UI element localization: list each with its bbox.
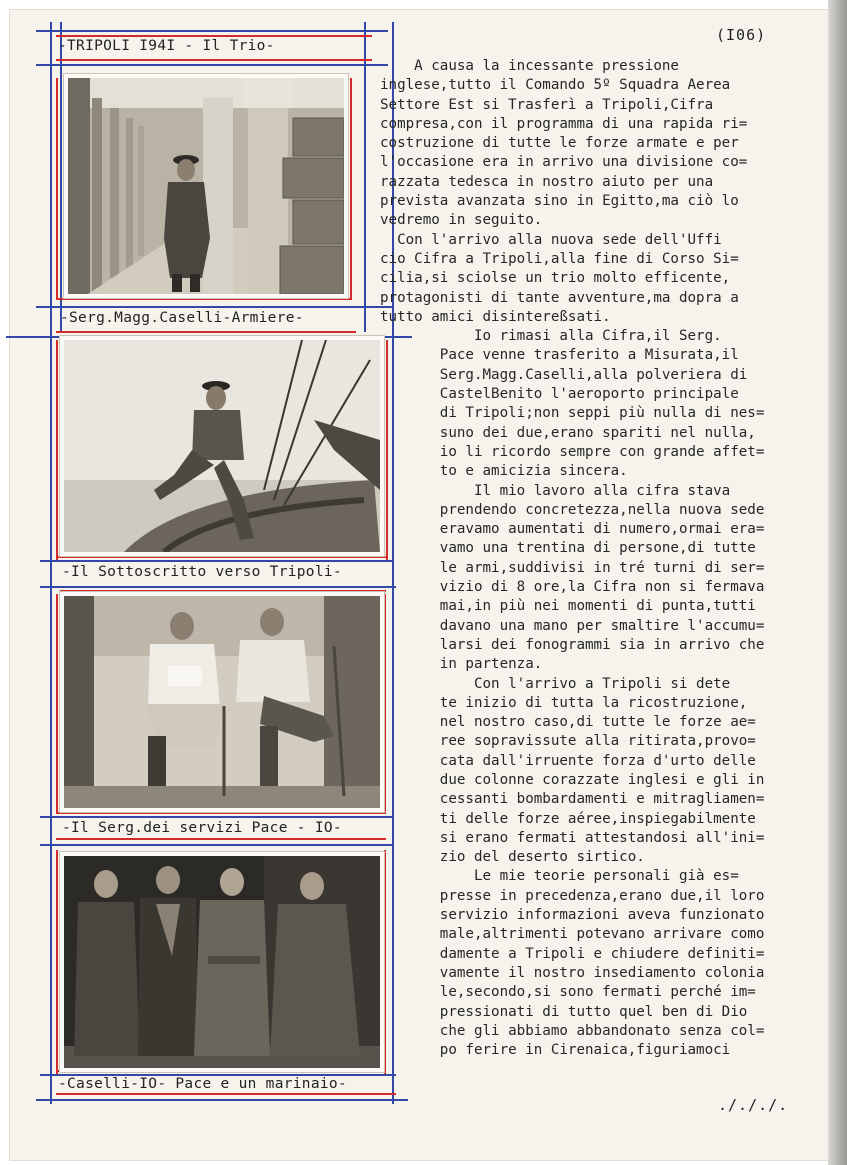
text-line: di Tripoli;non seppi più nulla di nes= <box>380 405 765 422</box>
page-edge <box>828 0 847 1165</box>
text-line: cio Cifra a Tripoli,alla fine di Corso Si= <box>380 250 739 267</box>
text-line: mai,in più nei momenti di punta,tutti <box>380 598 756 615</box>
text-line: Il mio lavoro alla cifra stava <box>380 482 731 499</box>
text-line: Con l'arrivo alla nuova sede dell'Uffi <box>380 231 722 248</box>
photo1-caption: -Serg.Magg.Caselli-Armiere- <box>60 310 304 326</box>
text-line: davano una mano per smaltire l'accumu= <box>380 617 765 634</box>
text-line: due colonne corazzate inglesi e gli in <box>380 771 765 788</box>
text-line: inglese,tutto il Comando 5º Squadra Aerea <box>380 77 731 94</box>
text-line: si erano fermati attestandosi all'ini= <box>380 829 765 846</box>
text-line: costruzione di tutte le forze armate e per <box>380 135 739 152</box>
text-line: Con l'arrivo a Tripoli si dete <box>380 675 731 692</box>
text-line: CastelBenito l'aeroporto principale <box>380 386 739 403</box>
text-line: nel nostro caso,di tutte le forze ae= <box>380 714 756 731</box>
text-line: Serg.Magg.Caselli,alla polveriera di <box>380 366 748 383</box>
text-line: vamente il nostro insediamento colonia <box>380 964 765 981</box>
text-line: io li ricordo sempre con grande affet= <box>380 443 765 460</box>
text-line: eravamo aumentati di numero,ormai era= <box>380 521 765 538</box>
text-line: Pace venne trasferito a Misurata,il <box>380 347 739 364</box>
text-line: le,secondo,si sono fermati perché im= <box>380 984 756 1001</box>
text-line: l'occasione era in arrivo una divisione co= <box>380 154 748 171</box>
text-line: pressionati di tutto quel ben di Dio <box>380 1003 748 1020</box>
text-line: vizio di 8 ore,la Cifra non si fermava <box>380 579 765 596</box>
text-line: razzata tedesca in nostro aiuto per una <box>380 173 714 190</box>
text-line: zio del deserto sirtico. <box>380 849 645 866</box>
text-line: presse in precedenza,erano due,il loro <box>380 887 765 904</box>
typewritten-text <box>380 57 825 1060</box>
text-line: in partenza. <box>380 656 543 673</box>
photo-group-of-four <box>60 852 384 1072</box>
text-line: cilia,si sciolse un trio molto efficente, <box>380 270 731 287</box>
text-line: po ferire in Cirenaica,figuriamoci <box>380 1042 731 1059</box>
text-line: prendendo concretezza,nella nuova sede <box>380 501 765 518</box>
text-line: Io rimasi alla Cifra,il Serg. <box>380 328 722 345</box>
text-line: Settore Est si Trasferì a Tripoli,Cifra <box>380 96 714 113</box>
text-line: compresa,con il programma di una rapida ri= <box>380 115 748 132</box>
photo3-caption: -Il Serg.dei servizi Pace - IO- <box>62 820 342 836</box>
text-line: prevista avanzata sino in Egitto,ma ciò lo <box>380 193 739 210</box>
text-line: vamo una trentina di persone,di tutte <box>380 540 756 557</box>
text-line: A causa la incessante pressione <box>380 58 679 74</box>
photo2-caption: -Il Sottoscritto verso Tripoli- <box>62 564 342 580</box>
text-line: suno dei due,erano spariti nel nulla, <box>380 424 756 441</box>
photo4-caption: -Caselli-IO- Pace e un marinaio- <box>58 1076 347 1092</box>
text-line: vedremo in seguito. <box>380 212 543 229</box>
text-line: damente a Tripoli e chiudere definiti= <box>380 945 765 962</box>
photo-arcade-soldier <box>64 74 348 298</box>
text-line: cata dall'irruente forza d'urto delle <box>380 752 756 769</box>
text-line: servizio informazioni aveva funzionato <box>380 907 765 924</box>
text-line: te inizio di tutta la ricostruzione, <box>380 694 748 711</box>
text-line: larsi dei fonogrammi sia in arrivo che <box>380 636 765 653</box>
text-line: che gli abbiamo abbandonato senza col= <box>380 1022 765 1039</box>
text-line: to e amicizia sincera. <box>380 463 628 480</box>
closing-marks: ./././. <box>718 1096 789 1114</box>
text-line: Le mie teorie personali già es= <box>380 868 739 885</box>
page-number: (I06) <box>716 26 767 44</box>
text-line: ti delle forze aéree,inspiegabilmente <box>380 810 756 827</box>
text-line: cessanti bombardamenti e mitragliamen= <box>380 791 765 808</box>
text-line: male,altrimenti potevano arrivare como <box>380 926 765 943</box>
text-line: protagonisti di tante avventure,ma dopra a <box>380 289 739 306</box>
text-line: ree sopravissute alla ritirata,provo= <box>380 733 756 750</box>
header-caption: -TRIPOLI I94I - Il Trio- <box>58 38 275 54</box>
photo-pace-and-author-seated <box>60 592 384 812</box>
text-line: tutto amici disintereßsati. <box>380 308 611 325</box>
text-line: le armi,suddivisi in tré turni di ser= <box>380 559 765 576</box>
photo-author-on-boat <box>60 336 384 556</box>
